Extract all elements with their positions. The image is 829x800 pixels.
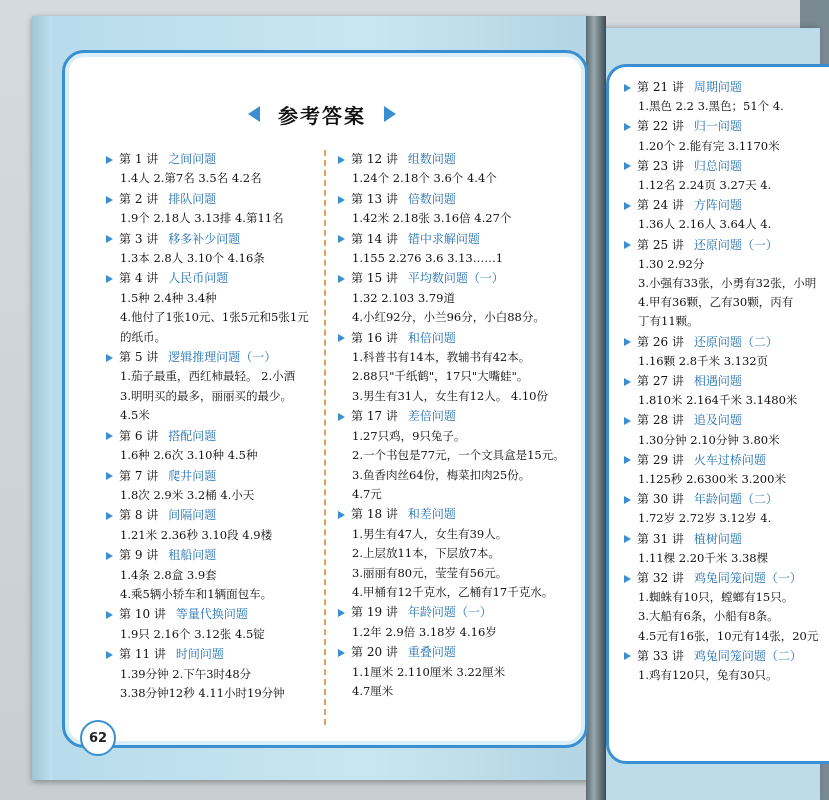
answer-line: 2.一个书包是77元，一个文具盒是15元。 bbox=[352, 448, 565, 463]
answer-line: 1.鸡有120只，兔有30只。 bbox=[638, 668, 778, 683]
lecture-number: 第 23 讲 bbox=[637, 158, 684, 173]
bullet-triangle-icon bbox=[338, 275, 345, 283]
lecture-number: 第 21 讲 bbox=[637, 80, 684, 94]
lecture-heading bbox=[338, 643, 578, 662]
lecture-topic: 归总问题 bbox=[693, 158, 742, 173]
lecture-number: 第 27 讲 bbox=[637, 374, 684, 389]
answer-line: 1.3本 2.8人 3.10个 4.16条 bbox=[120, 251, 265, 266]
bullet-triangle-icon bbox=[338, 649, 345, 657]
lecture-number: 第 13 讲 bbox=[351, 191, 398, 206]
answer-line: 4.甲有36颗，乙有30颗，丙有 bbox=[638, 295, 794, 310]
bullet-triangle-icon bbox=[624, 535, 631, 543]
bullet-triangle-icon bbox=[338, 334, 345, 342]
lecture-section bbox=[106, 645, 321, 703]
lecture-number: 第 9 讲 bbox=[119, 548, 159, 563]
lecture-topic: 还原问题（二） bbox=[693, 334, 778, 349]
lecture-number: 第 2 讲 bbox=[119, 191, 159, 206]
lecture-section bbox=[106, 546, 321, 604]
answer-column-3 bbox=[624, 78, 824, 686]
lecture-heading bbox=[106, 427, 321, 446]
bullet-triangle-icon bbox=[106, 611, 113, 619]
lecture-number: 第 16 讲 bbox=[351, 330, 398, 345]
lecture-number: 第 17 讲 bbox=[351, 409, 398, 424]
lecture-heading bbox=[106, 467, 321, 486]
lecture-number: 第 22 讲 bbox=[637, 119, 684, 134]
lecture-topic: 平均数问题（一） bbox=[407, 271, 504, 286]
lecture-topic: 追及问题 bbox=[693, 413, 742, 428]
lecture-number: 第 15 讲 bbox=[351, 271, 398, 286]
answer-line: 1.9个 2.18人 3.13排 4.第11名 bbox=[120, 211, 284, 226]
lecture-number: 第 6 讲 bbox=[119, 428, 159, 443]
lecture-topic: 等量代换问题 bbox=[175, 607, 248, 622]
left-arrow-icon bbox=[248, 106, 260, 122]
lecture-heading bbox=[338, 603, 578, 622]
page-title: 参考答案 bbox=[278, 103, 366, 128]
lecture-heading bbox=[624, 157, 824, 176]
lecture-heading bbox=[624, 490, 824, 509]
lecture-topic: 逻辑推理问题（一） bbox=[168, 350, 277, 365]
lecture-heading bbox=[106, 230, 321, 249]
answer-line: 1.男生有47人，女生有39人。 bbox=[352, 526, 508, 541]
bullet-triangle-icon bbox=[624, 202, 631, 210]
answer-line: 1.810米 2.164千米 3.1480米 bbox=[638, 393, 798, 408]
lecture-heading bbox=[624, 530, 824, 549]
answer-line: 1.4条 2.8盒 3.9套 bbox=[120, 567, 217, 582]
answer-line: 1.4人 2.第7名 3.5名 4.2名 bbox=[120, 171, 262, 186]
lecture-number: 第 19 讲 bbox=[351, 605, 398, 620]
answer-line: 3.丽丽有80元，莹莹有56元。 bbox=[352, 565, 508, 580]
bullet-triangle-icon bbox=[624, 338, 631, 346]
lecture-heading bbox=[106, 605, 321, 624]
answer-line: 4.5元有16张，10元有14张，20元 bbox=[638, 628, 819, 643]
bullet-triangle-icon bbox=[624, 84, 631, 92]
answer-line: 1.2年 2.9倍 3.18岁 4.16岁 bbox=[352, 624, 497, 639]
lecture-topic: 搭配问题 bbox=[168, 428, 217, 443]
lecture-section bbox=[338, 230, 578, 269]
lecture-topic: 人民币问题 bbox=[168, 271, 229, 286]
lecture-topic: 年龄问题（一） bbox=[407, 605, 492, 620]
lecture-topic: 重叠问题 bbox=[407, 645, 456, 660]
lecture-topic: 间隔问题 bbox=[168, 508, 217, 523]
answer-line: 1.黑色 2.2 3.黑色；51个 4. bbox=[638, 99, 784, 114]
lecture-section bbox=[106, 230, 321, 269]
lecture-heading bbox=[624, 117, 824, 136]
lecture-section bbox=[624, 117, 824, 155]
answer-line: 1.9只 2.16个 3.12张 4.5锭 bbox=[120, 626, 265, 641]
lecture-topic: 相遇问题 bbox=[693, 374, 742, 389]
bullet-triangle-icon bbox=[106, 275, 113, 283]
lecture-heading bbox=[624, 333, 824, 352]
answer-line: 3.大船有6条，小船有8条。 bbox=[638, 609, 779, 624]
lecture-heading bbox=[338, 407, 578, 426]
lecture-section bbox=[338, 269, 578, 327]
lecture-topic: 周期问题 bbox=[693, 80, 742, 94]
lecture-section bbox=[106, 269, 321, 347]
answer-line: 丁有11颗。 bbox=[638, 314, 699, 329]
lecture-number: 第 18 讲 bbox=[351, 507, 398, 522]
lecture-section bbox=[338, 150, 578, 189]
lecture-section bbox=[624, 647, 824, 685]
answer-line: 1.茄子最重，西红柿最轻。 2.小酒 bbox=[120, 369, 296, 384]
answer-line: 4.7厘米 bbox=[352, 683, 394, 698]
answer-line: 1.6种 2.6次 3.10种 4.5种 bbox=[120, 448, 258, 463]
bullet-triangle-icon bbox=[624, 575, 631, 583]
bullet-triangle-icon bbox=[624, 652, 631, 660]
answer-line: 1.1厘米 2.110厘米 3.22厘米 bbox=[352, 664, 506, 679]
answer-line: 的纸币。 bbox=[120, 329, 166, 344]
bullet-triangle-icon bbox=[338, 511, 345, 519]
lecture-number: 第 10 讲 bbox=[119, 607, 166, 622]
lecture-topic: 鸡兔同笼问题（一） bbox=[693, 571, 802, 586]
lecture-section bbox=[338, 505, 578, 602]
lecture-number: 第 5 讲 bbox=[119, 350, 159, 365]
lecture-topic: 倍数问题 bbox=[407, 191, 456, 206]
lecture-topic: 差倍问题 bbox=[407, 409, 456, 424]
lecture-heading bbox=[624, 196, 824, 215]
answer-line: 1.39分钟 2.下午3时48分 bbox=[120, 666, 252, 681]
answer-line: 1.8次 2.9米 3.2桶 4.小天 bbox=[120, 487, 255, 502]
bullet-triangle-icon bbox=[106, 354, 113, 362]
lecture-heading bbox=[338, 269, 578, 288]
lecture-topic: 错中求解问题 bbox=[407, 231, 480, 246]
bullet-triangle-icon bbox=[106, 235, 113, 243]
lecture-number: 第 31 讲 bbox=[637, 531, 684, 546]
book-gutter bbox=[586, 16, 606, 800]
bullet-triangle-icon bbox=[624, 241, 631, 249]
lecture-heading bbox=[338, 329, 578, 348]
lecture-section bbox=[624, 196, 824, 234]
lecture-topic: 和差问题 bbox=[407, 507, 456, 522]
lecture-topic: 移多补少问题 bbox=[168, 231, 241, 246]
lecture-number: 第 32 讲 bbox=[637, 571, 684, 586]
lecture-section bbox=[106, 427, 321, 466]
lecture-section bbox=[106, 190, 321, 229]
lecture-number: 第 4 讲 bbox=[119, 271, 159, 286]
lecture-section bbox=[106, 605, 321, 644]
lecture-topic: 鸡兔同笼问题（二） bbox=[693, 648, 802, 663]
bullet-triangle-icon bbox=[624, 378, 631, 386]
answer-line: 1.24个 2.18个 3.6个 4.4个 bbox=[352, 171, 497, 186]
lecture-number: 第 25 讲 bbox=[637, 237, 684, 252]
bullet-triangle-icon bbox=[624, 162, 631, 170]
lecture-topic: 和倍问题 bbox=[407, 330, 456, 345]
answer-line: 4.5米 bbox=[120, 408, 150, 423]
lecture-section bbox=[624, 236, 824, 332]
answer-line: 1.30分钟 2.10分钟 3.80米 bbox=[638, 432, 780, 447]
answer-column-2 bbox=[338, 150, 578, 702]
answer-line: 1.16颗 2.8千米 3.132页 bbox=[638, 353, 769, 368]
bullet-triangle-icon bbox=[624, 417, 631, 425]
lecture-heading bbox=[106, 269, 321, 288]
lecture-number: 第 29 讲 bbox=[637, 452, 684, 467]
answer-line: 4.甲桶有12千克水，乙桶有17千克水。 bbox=[352, 584, 554, 599]
lecture-number: 第 8 讲 bbox=[119, 508, 159, 523]
lecture-heading bbox=[106, 348, 321, 367]
title-block bbox=[248, 94, 396, 134]
answer-line: 1.36人 2.16人 3.64人 4. bbox=[638, 217, 772, 232]
answer-line: 1.5种 2.4种 3.4种 bbox=[120, 290, 217, 305]
lecture-topic: 火车过桥问题 bbox=[693, 452, 766, 467]
answer-line: 1.12名 2.24页 3.27天 4. bbox=[638, 178, 772, 193]
bullet-triangle-icon bbox=[106, 156, 113, 164]
answer-line: 3.38分钟12秒 4.11小时19分钟 bbox=[120, 685, 285, 700]
column-divider bbox=[324, 150, 326, 725]
bullet-triangle-icon bbox=[106, 552, 113, 560]
answer-line: 4.7元 bbox=[352, 486, 382, 501]
lecture-number: 第 7 讲 bbox=[119, 468, 159, 483]
bullet-triangle-icon bbox=[338, 156, 345, 164]
bullet-triangle-icon bbox=[106, 472, 113, 480]
lecture-section bbox=[624, 333, 824, 371]
lecture-topic: 时间问题 bbox=[175, 647, 224, 662]
lecture-heading bbox=[106, 190, 321, 209]
lecture-topic: 年龄问题（二） bbox=[693, 492, 778, 507]
lecture-section bbox=[624, 157, 824, 195]
lecture-heading bbox=[338, 230, 578, 249]
bullet-triangle-icon bbox=[624, 456, 631, 464]
lecture-section bbox=[624, 530, 824, 568]
lecture-number: 第 1 讲 bbox=[119, 152, 159, 166]
answer-line: 1.20个 2.能有完 3.1170米 bbox=[638, 138, 780, 153]
bullet-triangle-icon bbox=[106, 651, 113, 659]
answer-line: 3.明明买的最多，丽丽买的最少。 bbox=[120, 388, 292, 403]
answer-line: 1.科普书有14本，教辅书有42本。 bbox=[352, 350, 531, 365]
lecture-section bbox=[106, 150, 321, 189]
answer-line: 4.乘5辆小轿车和1辆面包车。 bbox=[120, 586, 273, 601]
lecture-heading bbox=[624, 569, 824, 588]
lecture-heading bbox=[106, 506, 321, 525]
lecture-number: 第 26 讲 bbox=[637, 334, 684, 349]
lecture-section bbox=[338, 603, 578, 642]
lecture-heading bbox=[338, 150, 578, 169]
answer-line: 4.他付了1张10元、1张5元和5张1元 bbox=[120, 310, 309, 325]
lecture-heading bbox=[624, 372, 824, 391]
lecture-heading bbox=[106, 645, 321, 664]
lecture-section bbox=[624, 569, 824, 646]
right-arrow-icon bbox=[384, 106, 396, 122]
lecture-heading bbox=[106, 150, 321, 169]
answer-line: 3.鱼香肉丝64份，梅菜扣肉25份。 bbox=[352, 467, 531, 482]
lecture-number: 第 28 讲 bbox=[637, 413, 684, 428]
bullet-triangle-icon bbox=[624, 123, 631, 131]
lecture-heading bbox=[624, 236, 824, 255]
answer-line: 1.72岁 2.72岁 3.12岁 4. bbox=[638, 511, 772, 526]
lecture-number: 第 20 讲 bbox=[351, 645, 398, 660]
lecture-heading bbox=[338, 505, 578, 524]
lecture-topic: 还原问题（一） bbox=[693, 237, 778, 252]
answer-line: 3.小强有33张，小勇有32张，小明 bbox=[638, 276, 817, 291]
lecture-topic: 排队问题 bbox=[168, 191, 217, 206]
lecture-section bbox=[338, 643, 578, 701]
lecture-topic: 租船问题 bbox=[168, 548, 217, 563]
lecture-section bbox=[106, 348, 321, 426]
lecture-number: 第 24 讲 bbox=[637, 198, 684, 213]
lecture-section bbox=[624, 490, 824, 528]
lecture-section bbox=[106, 506, 321, 545]
lecture-number: 第 12 讲 bbox=[351, 152, 398, 166]
answer-line: 1.42米 2.18张 3.16倍 4.27个 bbox=[352, 211, 512, 226]
answer-line: 1.蜘蛛有10只，螳螂有15只。 bbox=[638, 590, 794, 605]
lecture-section bbox=[338, 190, 578, 229]
bullet-triangle-icon bbox=[106, 512, 113, 520]
lecture-heading bbox=[624, 451, 824, 470]
answer-line: 1.21米 2.36秒 3.10段 4.9楼 bbox=[120, 527, 273, 542]
lecture-number: 第 14 讲 bbox=[351, 231, 398, 246]
lecture-section bbox=[338, 329, 578, 407]
lecture-heading bbox=[624, 647, 824, 666]
lecture-topic: 之间问题 bbox=[168, 152, 217, 166]
bullet-triangle-icon bbox=[106, 196, 113, 204]
answer-line: 3.男生有31人，女生有12人。 4.10份 bbox=[352, 388, 548, 403]
lecture-heading bbox=[338, 190, 578, 209]
bullet-triangle-icon bbox=[338, 235, 345, 243]
page-edge bbox=[32, 16, 52, 780]
lecture-number: 第 33 讲 bbox=[637, 648, 684, 663]
page-number: 62 bbox=[80, 720, 116, 756]
answer-line: 1.125秒 2.6300米 3.200米 bbox=[638, 472, 786, 487]
lecture-section bbox=[624, 78, 824, 116]
bullet-triangle-icon bbox=[338, 609, 345, 617]
lecture-section bbox=[624, 372, 824, 410]
lecture-section bbox=[624, 411, 824, 449]
answer-line: 1.30 2.92分 bbox=[638, 256, 705, 271]
answer-line: 1.27只鸡，9只兔子。 bbox=[352, 428, 466, 443]
bullet-triangle-icon bbox=[338, 413, 345, 421]
lecture-heading bbox=[624, 411, 824, 430]
answer-line: 1.155 2.276 3.6 3.13……1 bbox=[352, 251, 504, 266]
answer-line: 1.11棵 2.20千米 3.38棵 bbox=[638, 550, 769, 565]
answer-line: 2.上层放11本，下层放7本。 bbox=[352, 546, 500, 561]
lecture-heading bbox=[106, 546, 321, 565]
lecture-number: 第 11 讲 bbox=[119, 647, 166, 662]
lecture-section bbox=[624, 451, 824, 489]
bullet-triangle-icon bbox=[106, 432, 113, 440]
lecture-section bbox=[106, 467, 321, 506]
lecture-topic: 方阵问题 bbox=[693, 198, 742, 213]
lecture-topic: 组数问题 bbox=[407, 152, 456, 166]
bullet-triangle-icon bbox=[338, 196, 345, 204]
lecture-section bbox=[338, 407, 578, 504]
lecture-topic: 归一问题 bbox=[693, 119, 742, 134]
lecture-number: 第 30 讲 bbox=[637, 492, 684, 507]
lecture-topic: 植树问题 bbox=[693, 531, 742, 546]
lecture-heading bbox=[624, 78, 824, 97]
answer-line: 1.32 2.103 3.79道 bbox=[352, 290, 455, 305]
answer-column-1 bbox=[106, 150, 321, 704]
lecture-topic: 爬井问题 bbox=[168, 468, 217, 483]
bullet-triangle-icon bbox=[624, 496, 631, 504]
lecture-number: 第 3 讲 bbox=[119, 231, 159, 246]
answer-line: 4.小红92分，小兰96分，小白88分。 bbox=[352, 310, 545, 325]
answer-line: 2.88只"千纸鹤"，17只"大嘴蛙"。 bbox=[352, 369, 529, 384]
